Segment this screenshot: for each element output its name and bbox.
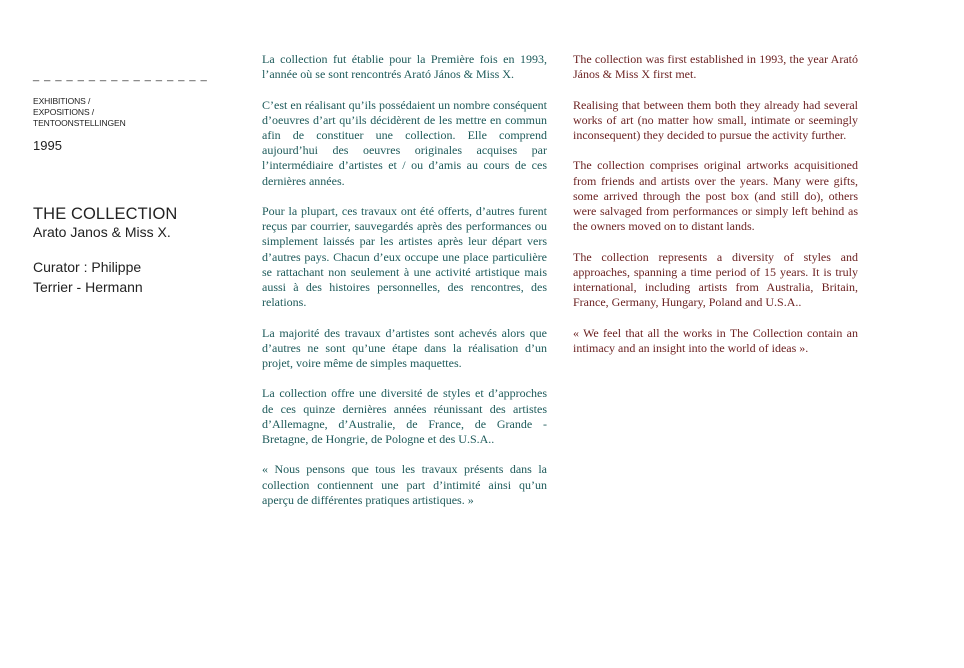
english-text-column — [573, 52, 858, 371]
sidebar-info — [33, 70, 233, 297]
french-paragraph: La collection fut établie pour la Première fois en 1993, l’année où se sont rencontrés Arató János & Miss X. — [262, 52, 547, 82]
english-paragraph: The collection represents a diversity of styles and approaches, spanning a time period of 15 years. It is truly international, including artists from Australia, Britain, France, Germany, Hungary, Poland and U.S.A.. — [573, 249, 858, 310]
french-paragraph: La majorité des travaux d’artistes sont achevés alors que d’autres ne sont qu’une étape dans la réalisation d’un projet, voire même de simples maquettes. — [262, 325, 547, 371]
exhibitions-label-nl: TENTOONSTELLINGEN — [33, 118, 126, 128]
exhibitions-label-fr: EXPOSITIONS / — [33, 107, 95, 117]
french-text-column — [262, 52, 547, 523]
french-paragraph: Pour la plupart, ces travaux ont été offerts, d’autres furent reçus par courrier, sauvegardés après des performances ou simplement laissés par les artistes après leur départ vers d’autres pays. Chacun d’eux occupe une place particulière se rattachant non seulement à une activité artistique mais aussi à des histoires personnelles, des rencontres, des relations. — [262, 204, 547, 310]
curator-credit — [33, 258, 233, 297]
english-paragraph: Realising that between them both they already had several works of art (no matter how small, intimate or seemingly inconsequent) they decided to pursue the activity further. — [573, 97, 858, 142]
english-paragraph: The collection was first established in 1993, the year Arató János & Miss X first met. — [573, 52, 858, 82]
artists-name: Arato Janos & Miss X. — [33, 224, 171, 240]
curator-line-2: Terrier - Hermann — [33, 278, 143, 295]
dashed-rule: _ _ _ _ _ _ _ _ _ _ _ _ _ _ _ _ — [33, 70, 208, 82]
french-paragraph: La collection offre une diversité de styles et d’approches de ces quinze dernières années réunissant des artistes d’Allemagne, d’Australie, de France, de Grande - Bretagne, de Hongrie, de Pologne et des U.S.A.. — [262, 386, 547, 447]
curator-line-1: Curator : Philippe — [33, 259, 142, 275]
french-paragraph: C’est en réalisant qu’ils possédaient un nombre conséquent d’oeuvres d’art qu’ils décidèrent de les mettre en commun afin de constituer une collection. Elle comprend aujourd’hui des oeuvres originales acquises par l’intermédiaire d’artistes et / ou d’amis au cours de ces dernières années. — [262, 97, 547, 188]
english-paragraph: The collection comprises original artworks acquisitioned from friends and artists over the years. Many were gifts, some arrived through the post box (and still do), others were salvaged from performances or simply left behind as the owners moved on to distant lands. — [573, 158, 858, 234]
exhibitions-label-en: EXHIBITIONS / — [33, 96, 91, 106]
english-quote: « We feel that all the works in The Collection contain an intimacy and an insight into the world of ideas ». — [573, 325, 858, 355]
page-title: THE COLLECTION — [33, 205, 178, 223]
exhibition-year: 1995 — [33, 138, 62, 153]
french-quote: « Nous pensons que tous les travaux présents dans la collection contiennent une part d’intimité ainsi qu’un aperçu de différentes pratiques artistiques. » — [262, 462, 547, 507]
exhibitions-label — [33, 96, 233, 129]
